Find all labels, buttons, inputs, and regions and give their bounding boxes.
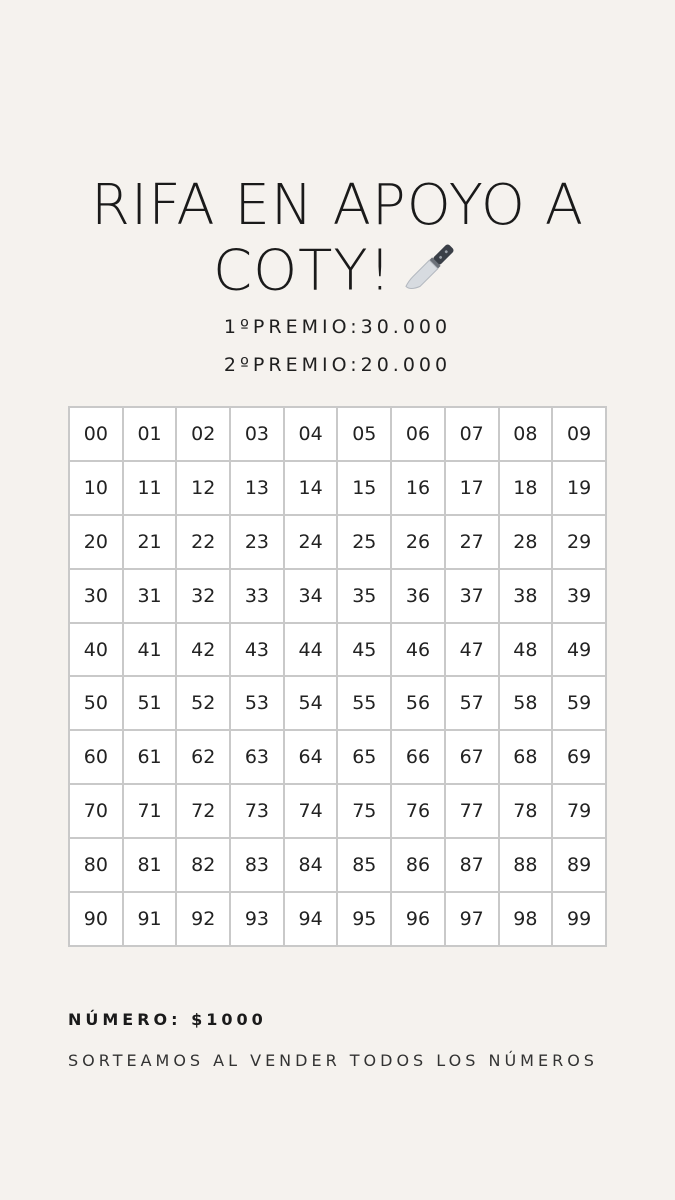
raffle-number-cell: 87 <box>445 838 499 892</box>
grid-row <box>69 515 606 569</box>
raffle-number-cell: 80 <box>69 838 123 892</box>
raffle-number-cell: 85 <box>337 838 391 892</box>
raffle-number-cell: 20 <box>69 515 123 569</box>
raffle-number-cell: 52 <box>176 676 230 730</box>
raffle-number-cell: 51 <box>123 676 177 730</box>
raffle-number-cell: 54 <box>284 676 338 730</box>
raffle-number-cell: 56 <box>391 676 445 730</box>
raffle-number-cell: 15 <box>337 461 391 515</box>
raffle-number-cell: 34 <box>284 569 338 623</box>
raffle-number-cell: 99 <box>552 892 606 946</box>
raffle-number-grid <box>68 406 607 947</box>
grid-row <box>69 730 606 784</box>
raffle-number-cell: 30 <box>69 569 123 623</box>
raffle-number-cell: 46 <box>391 623 445 677</box>
raffle-number-cell: 53 <box>230 676 284 730</box>
first-prize: 1ºPREMIO:30.000 <box>223 316 452 338</box>
title-line-1: RIFA EN APOYO A <box>90 173 585 238</box>
raffle-number-cell: 83 <box>230 838 284 892</box>
raffle-number-cell: 70 <box>69 784 123 838</box>
raffle-number-cell: 60 <box>69 730 123 784</box>
raffle-number-cell: 43 <box>230 623 284 677</box>
raffle-number-cell: 18 <box>499 461 553 515</box>
raffle-number-cell: 66 <box>391 730 445 784</box>
draw-note: SORTEAMOS AL VENDER TODOS LOS NÚMEROS <box>68 1051 598 1070</box>
grid-row <box>69 461 606 515</box>
raffle-number-cell: 67 <box>445 730 499 784</box>
grid-row <box>69 569 606 623</box>
raffle-number-cell: 47 <box>445 623 499 677</box>
raffle-number-cell: 11 <box>123 461 177 515</box>
raffle-number-cell: 01 <box>123 407 177 461</box>
raffle-number-cell: 24 <box>284 515 338 569</box>
raffle-number-cell: 28 <box>499 515 553 569</box>
raffle-number-cell: 41 <box>123 623 177 677</box>
raffle-number-cell: 35 <box>337 569 391 623</box>
raffle-number-cell: 44 <box>284 623 338 677</box>
raffle-number-cell: 07 <box>445 407 499 461</box>
grid-row <box>69 838 606 892</box>
raffle-number-cell: 39 <box>552 569 606 623</box>
raffle-number-cell: 23 <box>230 515 284 569</box>
raffle-number-cell: 79 <box>552 784 606 838</box>
grid-row <box>69 407 606 461</box>
raffle-number-cell: 95 <box>337 892 391 946</box>
raffle-number-cell: 14 <box>284 461 338 515</box>
page-title <box>0 173 675 312</box>
raffle-number-cell: 58 <box>499 676 553 730</box>
raffle-number-cell: 65 <box>337 730 391 784</box>
raffle-number-cell: 73 <box>230 784 284 838</box>
raffle-number-cell: 13 <box>230 461 284 515</box>
raffle-number-cell: 05 <box>337 407 391 461</box>
raffle-number-cell: 42 <box>176 623 230 677</box>
grid-row <box>69 784 606 838</box>
raffle-number-cell: 31 <box>123 569 177 623</box>
raffle-number-cell: 69 <box>552 730 606 784</box>
raffle-number-cell: 12 <box>176 461 230 515</box>
raffle-number-cell: 90 <box>69 892 123 946</box>
raffle-number-cell: 29 <box>552 515 606 569</box>
raffle-number-cell: 84 <box>284 838 338 892</box>
raffle-number-cell: 72 <box>176 784 230 838</box>
raffle-number-cell: 86 <box>391 838 445 892</box>
raffle-number-cell: 77 <box>445 784 499 838</box>
raffle-number-cell: 97 <box>445 892 499 946</box>
raffle-number-cell: 21 <box>123 515 177 569</box>
footer <box>68 1010 628 1079</box>
raffle-number-cell: 04 <box>284 407 338 461</box>
price-per-number: NÚMERO: $1000 <box>68 1010 267 1029</box>
raffle-number-cell: 17 <box>445 461 499 515</box>
raffle-number-cell: 36 <box>391 569 445 623</box>
raffle-number-cell: 68 <box>499 730 553 784</box>
raffle-number-cell: 88 <box>499 838 553 892</box>
raffle-number-cell: 98 <box>499 892 553 946</box>
raffle-number-cell: 64 <box>284 730 338 784</box>
raffle-number-cell: 38 <box>499 569 553 623</box>
raffle-number-cell: 91 <box>123 892 177 946</box>
raffle-number-cell: 82 <box>176 838 230 892</box>
raffle-number-cell: 92 <box>176 892 230 946</box>
raffle-number-cell: 59 <box>552 676 606 730</box>
raffle-number-cell: 81 <box>123 838 177 892</box>
raffle-number-cell: 22 <box>176 515 230 569</box>
knife-icon <box>398 236 462 312</box>
raffle-number-cell: 40 <box>69 623 123 677</box>
grid-row <box>69 892 606 946</box>
raffle-number-cell: 89 <box>552 838 606 892</box>
raffle-number-cell: 75 <box>337 784 391 838</box>
title-line-2-wrap <box>0 236 675 312</box>
raffle-number-cell: 49 <box>552 623 606 677</box>
raffle-number-cell: 16 <box>391 461 445 515</box>
grid-row <box>69 623 606 677</box>
title-line-2: COTY! <box>212 238 393 304</box>
raffle-number-cell: 00 <box>69 407 123 461</box>
raffle-number-cell: 57 <box>445 676 499 730</box>
raffle-number-cell: 96 <box>391 892 445 946</box>
raffle-number-cell: 03 <box>230 407 284 461</box>
raffle-number-cell: 26 <box>391 515 445 569</box>
raffle-number-cell: 06 <box>391 407 445 461</box>
raffle-number-cell: 62 <box>176 730 230 784</box>
raffle-number-cell: 76 <box>391 784 445 838</box>
grid-row <box>69 676 606 730</box>
raffle-number-cell: 32 <box>176 569 230 623</box>
raffle-grid-body <box>69 407 606 946</box>
raffle-number-cell: 74 <box>284 784 338 838</box>
raffle-number-cell: 10 <box>69 461 123 515</box>
raffle-number-cell: 94 <box>284 892 338 946</box>
raffle-number-cell: 71 <box>123 784 177 838</box>
raffle-number-cell: 25 <box>337 515 391 569</box>
raffle-number-cell: 63 <box>230 730 284 784</box>
raffle-number-cell: 61 <box>123 730 177 784</box>
raffle-number-cell: 78 <box>499 784 553 838</box>
raffle-number-cell: 93 <box>230 892 284 946</box>
raffle-number-cell: 33 <box>230 569 284 623</box>
raffle-number-cell: 55 <box>337 676 391 730</box>
raffle-number-cell: 27 <box>445 515 499 569</box>
raffle-number-cell: 37 <box>445 569 499 623</box>
raffle-number-cell: 45 <box>337 623 391 677</box>
raffle-number-cell: 50 <box>69 676 123 730</box>
raffle-number-cell: 09 <box>552 407 606 461</box>
raffle-number-cell: 48 <box>499 623 553 677</box>
raffle-number-cell: 02 <box>176 407 230 461</box>
second-prize: 2ºPREMIO:20.000 <box>223 354 452 376</box>
raffle-number-cell: 19 <box>552 461 606 515</box>
raffle-number-cell: 08 <box>499 407 553 461</box>
